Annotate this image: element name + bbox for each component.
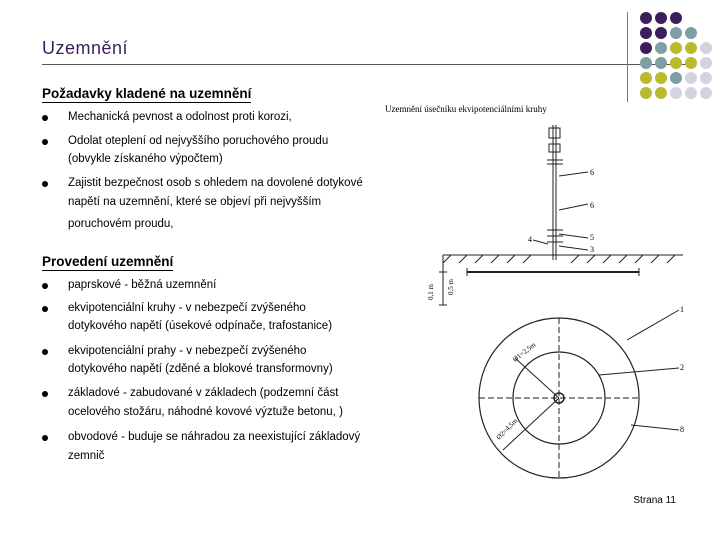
list-item-continuation: (obvykle získaného výpočtem): [68, 153, 223, 165]
svg-text:1: 1: [680, 305, 684, 314]
list-item-continuation: dotykového napětí (zděné a blokové transformovny): [68, 363, 333, 375]
svg-text:Ø2=4,5m: Ø2=4,5m: [494, 416, 520, 442]
list-item-continuation: ocelového stožáru, náhodné kovové výztuže betonu, ): [68, 406, 343, 418]
ground-section: [439, 255, 683, 305]
svg-text:8: 8: [680, 425, 684, 434]
svg-text:2: 2: [680, 363, 684, 372]
bullet-icon: [42, 115, 48, 121]
bullet-icon: [42, 139, 48, 145]
bullet-icon: [42, 435, 48, 441]
svg-text:3: 3: [590, 245, 594, 254]
page-title: Uzemnění: [42, 38, 129, 58]
svg-text:0,5 m: 0,5 m: [447, 279, 455, 295]
section-heading-execution: Provedení uzemnění: [42, 254, 174, 269]
bullet-icon: [42, 181, 48, 187]
decor-divider: [627, 12, 628, 102]
list-item-continuation: poruchovém proudu,: [68, 218, 174, 230]
title-divider: [42, 64, 692, 65]
grounding-diagram: [383, 100, 693, 485]
svg-text:5: 5: [590, 233, 594, 242]
figure-caption: Uzemnění úsečníku ekvipotenciálními kruhy: [385, 104, 547, 114]
equipotential-rings: [479, 310, 679, 478]
svg-text:4: 4: [528, 235, 532, 244]
bullet-icon: [42, 306, 48, 312]
list-item-continuation: napětí na uzemnění, které se objeví při nejvyšším: [68, 196, 322, 208]
list-item-continuation: dotykového napětí (úsekové odpínače, trafostanice): [68, 320, 333, 332]
svg-text:6: 6: [590, 168, 594, 177]
section-heading-requirements: Požadavky kladené na uzemnění: [42, 86, 252, 101]
svg-text:Ø1=2,5m: Ø1=2,5m: [511, 340, 538, 364]
bullet-icon: [42, 349, 48, 355]
page-number: Strana 11: [633, 495, 676, 506]
list-item-continuation: zemnič: [68, 450, 105, 462]
svg-text:6: 6: [590, 201, 594, 210]
bullet-icon: [42, 283, 48, 289]
svg-text:0,1 m: 0,1 m: [427, 284, 435, 300]
pole-elevation: [533, 125, 588, 260]
bullet-icon: [42, 391, 48, 397]
